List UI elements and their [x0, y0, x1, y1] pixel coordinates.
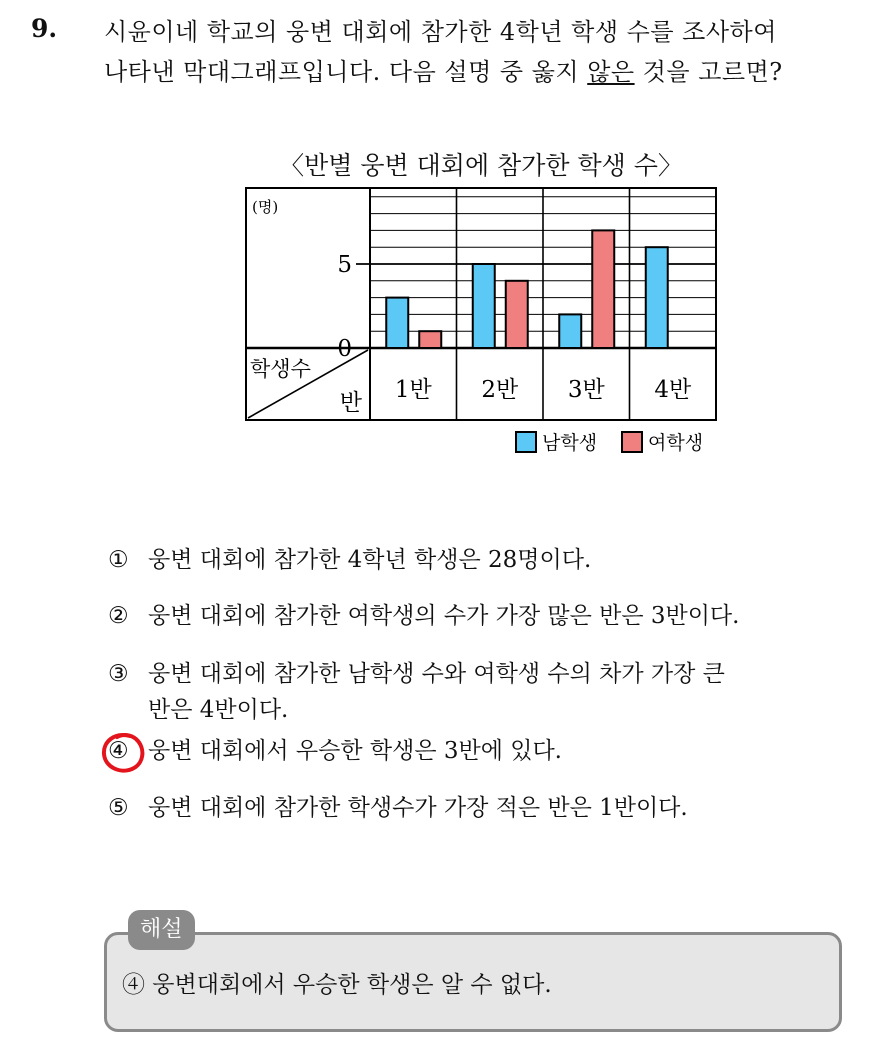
bar-여학생 — [592, 230, 614, 348]
option-5-text: 웅변 대회에 참가한 학생수가 가장 적은 반은 1반이다. — [148, 795, 688, 821]
question-number: 9. — [31, 14, 58, 43]
option-2-text: 웅변 대회에 참가한 여학생의 수가 가장 많은 반은 3반이다. — [148, 603, 740, 629]
bar-남학생 — [646, 247, 668, 348]
y-unit-label: (명) — [252, 198, 279, 216]
question-text — [104, 12, 864, 92]
category-label: 1반 — [394, 377, 432, 403]
option-5[interactable] — [108, 790, 688, 826]
option-5-number: ⑤ — [108, 795, 129, 821]
question-line-1: 시윤이네 학교의 웅변 대회에 참가한 4학년 학생 수를 조사하여 — [104, 18, 777, 46]
option-3-text: 웅변 대회에 참가한 남학생 수와 여학생 수의 차가 가장 큰 — [148, 661, 725, 687]
option-1-number: ① — [108, 547, 129, 573]
legend-label: 여학생 — [648, 432, 704, 454]
option-3-number: ③ — [108, 661, 129, 687]
option-2-number: ② — [108, 603, 129, 629]
option-2[interactable] — [108, 598, 739, 634]
underlined-word: 않은 — [587, 58, 635, 86]
option-4-text: 웅변 대회에서 우승한 학생은 3반에 있다. — [148, 738, 562, 764]
option-4-number: ④ — [108, 738, 129, 764]
answer-circle-mark — [100, 730, 150, 776]
corner-label-top: 학생수 — [250, 357, 311, 381]
category-label: 4반 — [654, 377, 692, 403]
y-tick-label: 0 — [337, 336, 352, 362]
bar-남학생 — [473, 264, 495, 348]
legend-label: 남학생 — [542, 432, 598, 454]
legend-swatch — [622, 432, 642, 452]
question-line-2-end: 것을 고르면? — [634, 58, 783, 86]
category-label: 3반 — [567, 377, 605, 403]
question-line-2-start: 나타낸 막대그래프입니다. 다음 설명 중 옳지 — [104, 58, 588, 86]
bar-여학생 — [419, 331, 441, 348]
bar-여학생 — [506, 281, 528, 348]
chart-legend — [516, 432, 703, 454]
option-1[interactable] — [108, 542, 591, 578]
chart-bars — [386, 230, 668, 348]
corner-label-bottom: 반 — [339, 390, 362, 416]
solution-tag: 해설 — [128, 910, 195, 950]
category-label: 2반 — [481, 377, 519, 403]
chart-title: 〈반별 웅변 대회에 참가한 학생 수〉 — [279, 151, 683, 180]
option-1-text: 웅변 대회에 참가한 4학년 학생은 28명이다. — [148, 547, 592, 573]
y-tick-label: 5 — [337, 252, 352, 278]
bar-남학생 — [386, 298, 408, 348]
option-4[interactable] — [108, 733, 562, 769]
option-3[interactable] — [108, 656, 725, 728]
option-3-text-continued: 반은 4반이다. — [148, 697, 289, 723]
question-line-2 — [104, 52, 864, 92]
bar-chart — [244, 186, 724, 466]
legend-swatch — [516, 432, 536, 452]
bar-남학생 — [559, 314, 581, 348]
solution-text: ④ 웅변대회에서 우승한 학생은 알 수 없다. — [122, 972, 552, 998]
